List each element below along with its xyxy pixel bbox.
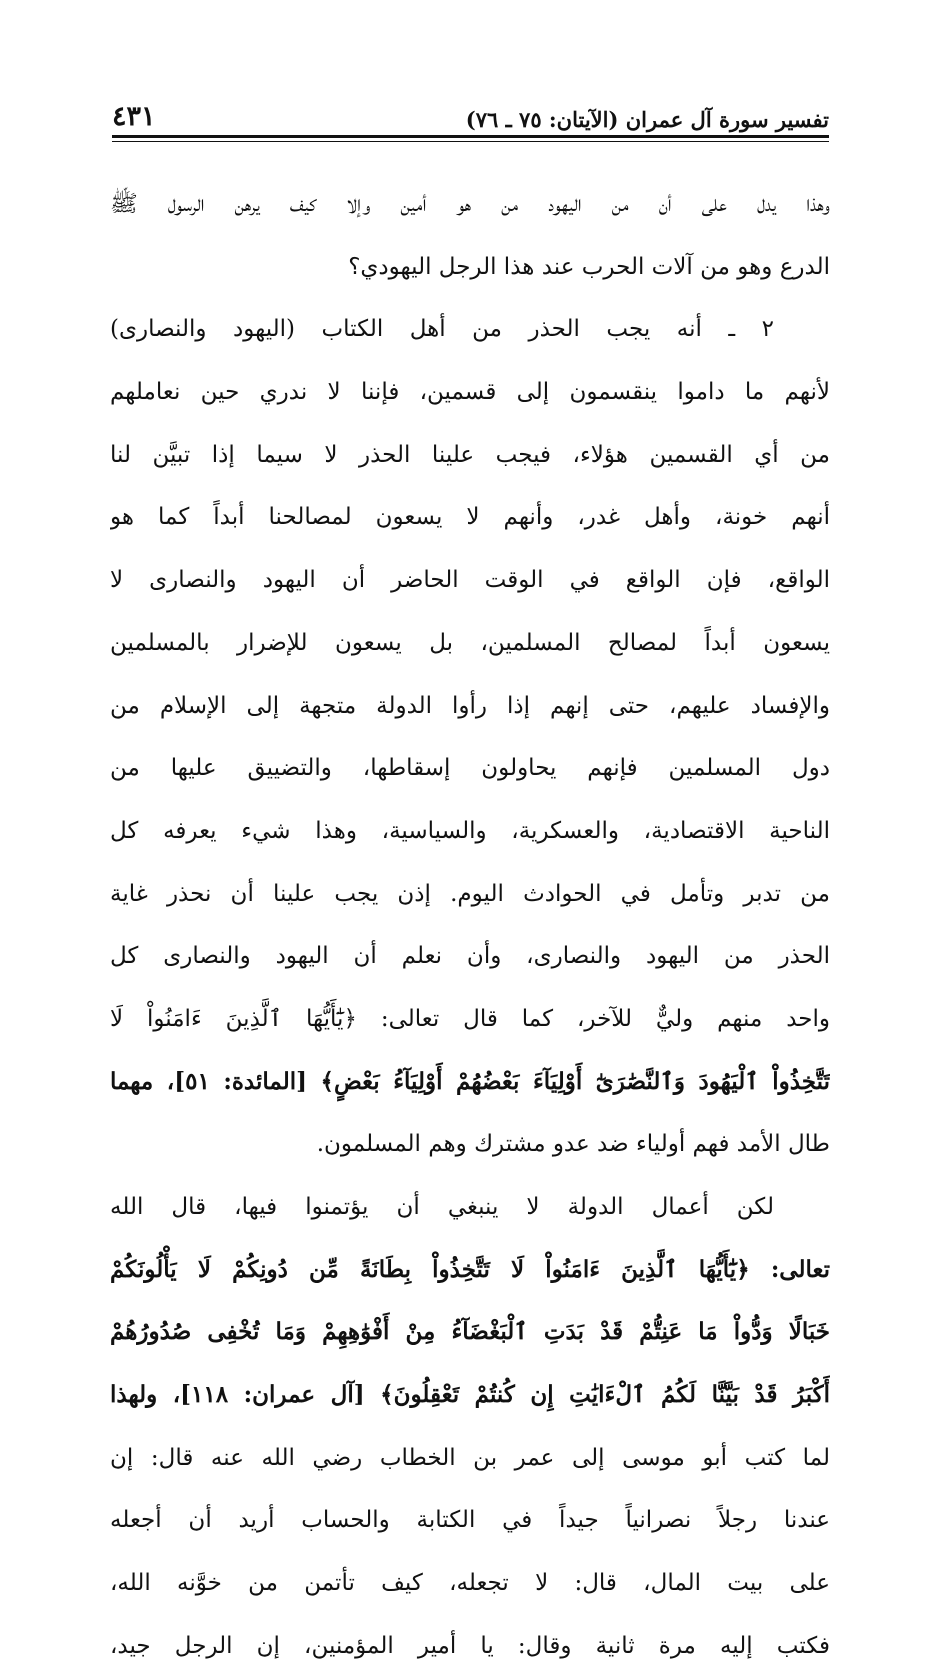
- text-line: دول المسلمين فإنهم يحاولون إسقاطها، والتضييق عليها من: [110, 755, 830, 782]
- text-line: على بيت المال، قال: لا تجعله، كيف تأتمن من خوَّنه الله،: [110, 1570, 830, 1597]
- page-header: [112, 88, 829, 132]
- quran-verse-line: تَتَّخِذُواْ ٱلْيَهُودَ وَٱلنَّصَٰرَىٰٓ أَوْلِيَآءَ بَعْضُهُمْ أَوْلِيَآءُ بَعْضٍ﴾ [المائدة: ٥١]، مهما: [110, 1067, 830, 1095]
- text-line: يسعون أبداً لمصالح المسلمين، بل يسعون للإضرار بالمسلمين: [110, 629, 830, 656]
- text-line: عندنا رجلاً نصرانياً جيداً في الكتابة والحساب أريد أن أجعله: [110, 1507, 830, 1534]
- text-line: طال الأمد فهم أولياء ضد عدو مشترك وهم المسلمون.: [316, 1131, 830, 1158]
- page-number: ٤٣١: [112, 101, 156, 132]
- text-line: من أي القسمين هؤلاء، فيجب علينا الحذر لا سيما إذا تبيَّن لنا: [110, 441, 830, 468]
- header-rule-thin: [112, 141, 829, 142]
- quran-verse-line: خَبَالًا وَدُّواْ مَا عَنِتُّمْ قَدْ بَدَتِ ٱلْبَغْضَآءُ مِنْ أَفْوَٰهِهِمْ وَمَا تُخْفِى صُدُورُهُمْ: [110, 1318, 830, 1346]
- quran-verse-line: أَكْبَرُ قَدْ بَيَّنَّا لَكُمُ ٱلْءَايَٰتِ إِن كُنتُمْ تَعْقِلُونَ﴾ [آل عمران: ١١٨]، ولهذا: [110, 1381, 830, 1409]
- page-body: [110, 173, 830, 1678]
- text-line: واحد منهم وليٌّ للآخر، كما قال تعالى: ﴿يَٰٓأَيُّهَا ٱلَّذِينَ ءَامَنُواْ لَا: [110, 1005, 830, 1032]
- text-line: الدرع وهو من آلات الحرب عند هذا الرجل اليهودي؟: [348, 253, 830, 280]
- text-line: والإفساد عليهم، حتى إنهم إذا رأوا الدولة متجهة إلى الإسلام من: [110, 692, 830, 719]
- quran-verse-line: تعالى: ﴿يَٰٓأَيُّهَا ٱلَّذِينَ ءَامَنُواْ لَا تَتَّخِذُواْ بِطَانَةً مِّن دُونِكُمْ لَا يَأْلُونَكُمْ: [110, 1255, 830, 1283]
- text-line: لكن أعمال الدولة لا ينبغي أن يؤتمنوا فيها، قال الله: [110, 1194, 774, 1220]
- text-line: الواقع، فإن الواقع في الوقت الحاضر أن اليهود والنصارى لا: [110, 567, 830, 594]
- text-line: لأنهم ما داموا ينقسمون إلى قسمين، فإننا لا ندري حين نعاملهم: [110, 379, 830, 406]
- text-line: الحذر من اليهود والنصارى، وأن نعلم أن اليهود والنصارى كل: [110, 943, 830, 970]
- text-line: من تدبر وتأمل في الحوادث اليوم. إذن يجب علينا أن نحذر غاية: [110, 880, 830, 907]
- text-line: ٢ ـ أنه يجب الحذر من أهل الكتاب (اليهود والنصارى): [110, 316, 774, 343]
- text-line: الناحية الاقتصادية، والعسكرية، والسياسية، وهذا شيء يعرفه كل: [110, 817, 830, 844]
- header-rule-thick: [112, 135, 829, 138]
- text-line: أنهم خونة، وأهل غدر، وأنهم لا يسعون لمصالحنا أبداً كما هو: [110, 504, 830, 531]
- text-line: وهذا يدل على أن من اليهود من هو أمين وإلا كيف يرهن الرسول ﷺ: [110, 191, 830, 217]
- running-title: تفسير سورة آل عمران (الآيتان: ٧٥ ـ ٧٦): [465, 107, 829, 132]
- text-line: لما كتب أبو موسى إلى عمر بن الخطاب رضي الله عنه قال: إن: [110, 1444, 830, 1471]
- text-line: فكتب إليه مرة ثانية وقال: يا أمير المؤمنين، إن الرجل جيد،: [110, 1632, 830, 1659]
